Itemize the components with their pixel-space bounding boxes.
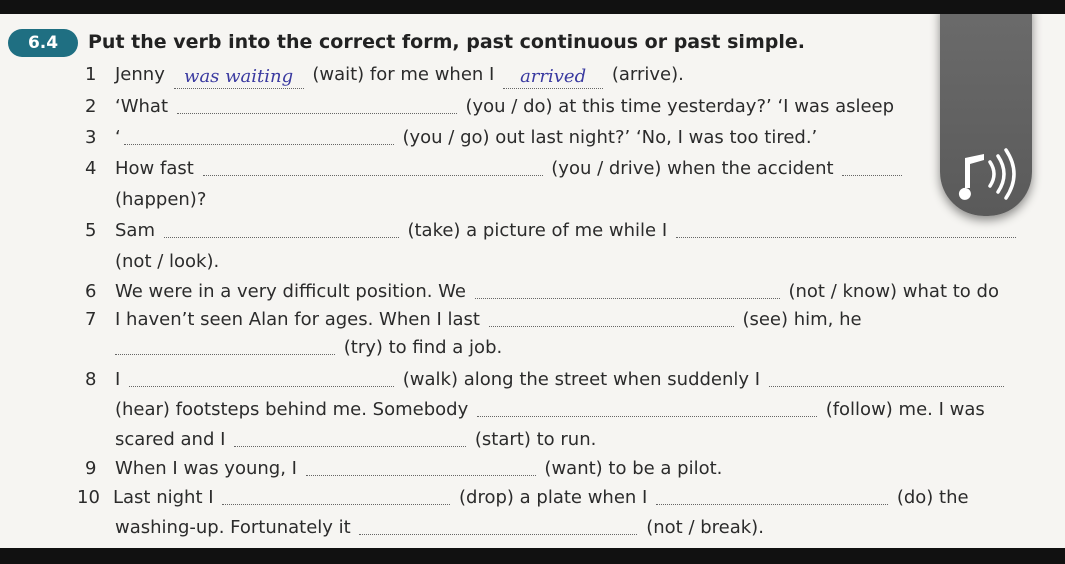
line-text: (wait) for me when I (312, 64, 495, 85)
exercise-line-3 (85, 124, 817, 152)
exercise-line-9 (85, 455, 722, 483)
exercise-line-6 (85, 278, 999, 306)
answer-blank-filled[interactable]: was waiting (174, 66, 304, 89)
answer-blank-filled[interactable]: arrived (503, 66, 603, 89)
line-text: When I was young, I (115, 458, 297, 479)
bottom-bar (0, 548, 1065, 564)
exercise-heading: Put the verb into the correct form, past continuous or past simple. (88, 31, 805, 53)
exercise-line-4 (85, 155, 905, 183)
exercise-line-4-cont (115, 186, 206, 214)
line-text: (hear) footsteps behind me. Somebody (115, 399, 469, 420)
exercise-line-10 (77, 484, 969, 512)
line-text: (you / go) out last night?’ ‘No, I was too tired.’ (402, 127, 818, 148)
line-text: (try) to find a job. (343, 337, 503, 358)
answer-blank[interactable] (124, 124, 394, 145)
answer-blank[interactable] (222, 484, 450, 505)
answer-blank[interactable] (477, 396, 817, 417)
answer-blank[interactable] (656, 484, 888, 505)
line-text: washing-up. Fortunately it (115, 517, 351, 538)
line-text: (take) a picture of me while I (407, 220, 668, 241)
answer-blank[interactable] (475, 278, 780, 299)
exercise-line-8 (85, 366, 1007, 394)
answer-blank[interactable] (203, 155, 543, 176)
line-text: (not / look). (115, 251, 220, 272)
answer-blank[interactable] (115, 334, 335, 355)
answer-blank[interactable] (676, 217, 1016, 238)
line-text: (arrive). (611, 64, 684, 85)
line-text: (not / know) what to do (788, 281, 999, 302)
exercise-line-8-cont (115, 396, 985, 424)
line-text: I (115, 369, 121, 390)
speaker-icon[interactable] (950, 144, 1022, 204)
audio-widget[interactable] (940, 14, 1032, 216)
line-text: (drop) a plate when I (459, 487, 648, 508)
item-number: 1 (85, 64, 97, 85)
answer-blank[interactable] (129, 366, 394, 387)
answer-blank[interactable] (164, 217, 399, 238)
item-number: 2 (85, 96, 97, 117)
item-number: 5 (85, 220, 97, 241)
exercise-line-2 (85, 93, 894, 121)
line-text: (you / drive) when the accident (551, 158, 834, 179)
item-number: 3 (85, 127, 97, 148)
answer-blank[interactable] (769, 366, 1004, 387)
exercise-number-badge: 6.4 (8, 29, 78, 57)
exercise-line-8-cont2 (115, 426, 596, 454)
item-number: 10 (77, 487, 100, 508)
line-text: Last night I (113, 487, 214, 508)
answer-blank[interactable] (306, 455, 536, 476)
line-text: (do) the (896, 487, 969, 508)
top-bar (0, 0, 1065, 14)
exercise-line-1 (85, 61, 684, 89)
answer-blank[interactable] (234, 426, 466, 447)
line-text: (see) him, he (742, 309, 862, 330)
exercise-line-5-cont (115, 248, 219, 276)
line-text: We were in a very difficult position. We (115, 281, 466, 302)
line-text: (you / do) at this time yesterday?’ ‘I was asleep (465, 96, 895, 117)
exercise-line-7-cont (115, 334, 502, 362)
item-number: 6 (85, 281, 97, 302)
line-text: (want) to be a pilot. (544, 458, 723, 479)
answer-blank[interactable] (842, 155, 902, 176)
item-number: 8 (85, 369, 97, 390)
exercise-line-10-cont (115, 514, 764, 542)
item-number: 9 (85, 458, 97, 479)
line-text: ‘ (115, 127, 121, 148)
line-text: (not / break). (646, 517, 764, 538)
exercise-page (0, 14, 1065, 548)
line-text: scared and I (115, 429, 226, 450)
answer-blank[interactable] (177, 93, 457, 114)
answer-blank[interactable] (359, 514, 637, 535)
line-text: Jenny (115, 64, 165, 85)
line-text: Sam (115, 220, 155, 241)
line-text: I haven’t seen Alan for ages. When I last (115, 309, 480, 330)
item-number: 4 (85, 158, 97, 179)
line-text: ‘What (115, 96, 169, 117)
item-number: 7 (85, 309, 97, 330)
line-text: (follow) me. I was (825, 399, 985, 420)
line-text: How fast (115, 158, 194, 179)
line-text: (start) to run. (474, 429, 597, 450)
answer-blank[interactable] (489, 306, 734, 327)
line-text: (walk) along the street when suddenly I (402, 369, 761, 390)
exercise-line-7 (85, 306, 862, 334)
exercise-line-5 (85, 217, 1019, 245)
line-text: (happen)? (115, 189, 207, 210)
